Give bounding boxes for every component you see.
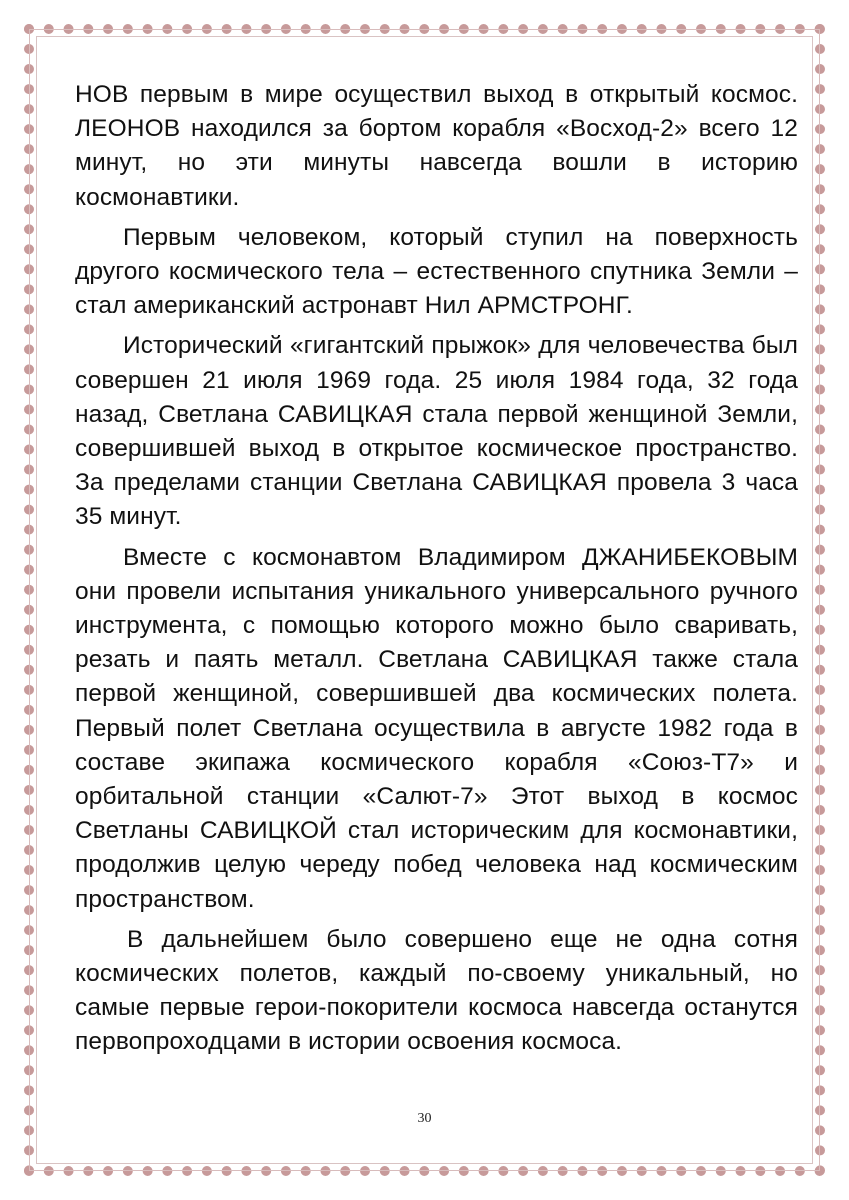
page-content bbox=[75, 78, 798, 1066]
page-number: 30 bbox=[417, 1111, 432, 1126]
paragraph-1: НОВ первым в мире осуществил выход в открытый космос. ЛЕОНОВ находился за бортом корабля «Восход-2» всего 12 минут, но эти минуты навсегда вошли в историю космонавтики. bbox=[75, 81, 798, 211]
paragraph-2: Первым человеком, который ступил на поверхность другого космического тела – естественного спутника Земли – стал американский астронавт Нил АРМСТРОНГ. bbox=[75, 223, 798, 320]
paragraph-5: В дальнейшем было совершено еще не одна сотня космических полетов, каждый по-своему уникальный, но самые первые герои-покорители космоса навсегда останутся первопроходцами в истории освоения космоса. bbox=[75, 925, 798, 1056]
paragraph-4: Вместе с космонавтом Владимиром ДЖАНИБЕКОВЫМ они провели испытания уникального универсального ручного инструмента, с помощью которого можно было сваривать, резать и паять металл. Светлана САВИЦКАЯ также стала первой женщиной, совершившей два космических полета. Первый полет Светлана осуществила в августе 1982 года в составе экипажа космического корабля «Союз-Т7» и орбитальной станции «Салют-7» Этот выход в космос Светланы САВИЦКОЙ стал историческим для космонавтики, продолжив целую череду побед человека над космическим пространством. bbox=[75, 543, 798, 913]
paragraph-3: Исторический «гигантский прыжок» для человечества был совершен 21 июля 1969 года. 25 июля 1984 года, 32 года назад, Светлана САВИЦКАЯ стала первой женщиной Земли, совершившей выход в открытое космическое пространство. За пределами станции Светлана САВИЦКАЯ провела 3 часа 35 минут. bbox=[75, 332, 798, 531]
